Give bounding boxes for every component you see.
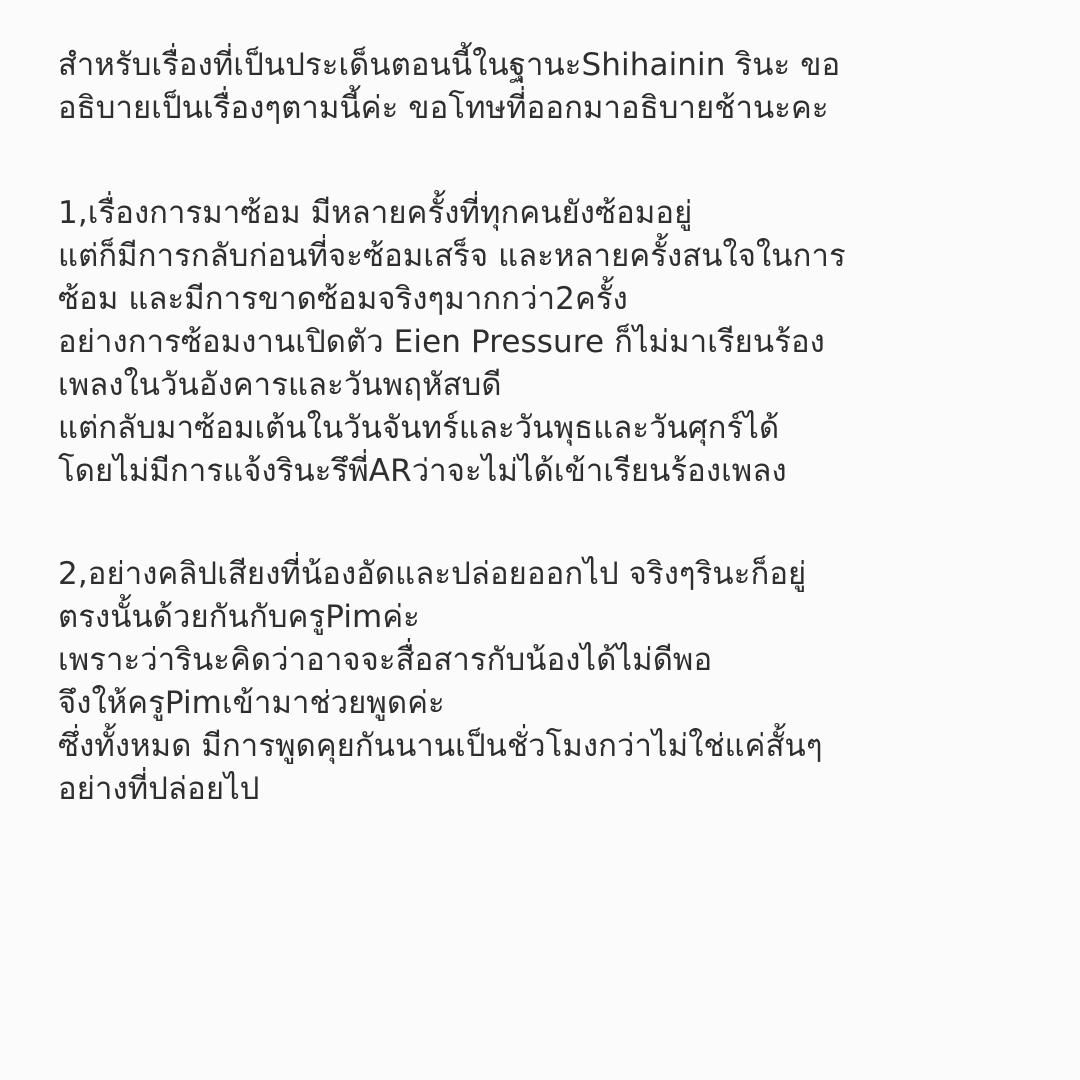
text-line: อย่างการซ้อมงานเปิดตัว Eien Pressure ก็ไม่มาเรียนร้อง [58, 324, 825, 360]
text-line: สำหรับเรื่องที่เป็นประเด็นตอนนี้ในฐานะShihainin รินะ ขอ [58, 47, 841, 83]
text-line: อธิบายเป็นเรื่องๆตามนี้ค่ะ ขอโทษที่ออกมาอธิบายช้านะคะ [58, 90, 829, 126]
paragraph-intro [58, 44, 1022, 130]
text-line: 1,เรื่องการมาซ้อม มีหลายครั้งที่ทุกคนยังซ้อมอยู่ [58, 195, 693, 231]
text-line: เพลงในวันอังคารและวันพฤหัสบดี [58, 367, 502, 403]
paragraph-spacer [58, 493, 1022, 553]
paragraph-spacer [58, 130, 1022, 192]
text-line: เพราะว่ารินะคิดว่าอาจจะสื่อสารกับน้องได้ไม่ดีพอ [58, 642, 713, 678]
text-line: จึงให้ครูPimเข้ามาช่วยพูดค่ะ [58, 685, 445, 721]
text-line: ซึ่งทั้งหมด มีการพูดคุยกันนานเป็นชั่วโมงกว่าไม่ใช่แค่สั้นๆ [58, 728, 823, 764]
paragraph-item-2 [58, 553, 1022, 811]
text-line: โดยไม่มีการแจ้งรินะรึพี่ARว่าจะไม่ได้เข้าเรียนร้องเพลง [58, 453, 787, 489]
paragraph-item-1 [58, 192, 1022, 493]
text-line: แต่กลับมาซ้อมเต้นในวันจันทร์และวันพุธและวันศุกร์ได้ [58, 410, 780, 446]
text-line: อย่างที่ปล่อยไป [58, 771, 260, 807]
text-line: แต่ก็มีการกลับก่อนที่จะซ้อมเสร็จ และหลายครั้งสนใจในการ [58, 238, 846, 274]
text-line: ซ้อม และมีการขาดซ้อมจริงๆมากกว่า2ครั้ง [58, 281, 628, 317]
text-line: ตรงนั้นด้วยกันกับครูPimค่ะ [58, 599, 420, 635]
text-line: 2,อย่างคลิปเสียงที่น้องอัดและปล่อยออกไป จริงๆรินะก็อยู่ [58, 556, 807, 592]
